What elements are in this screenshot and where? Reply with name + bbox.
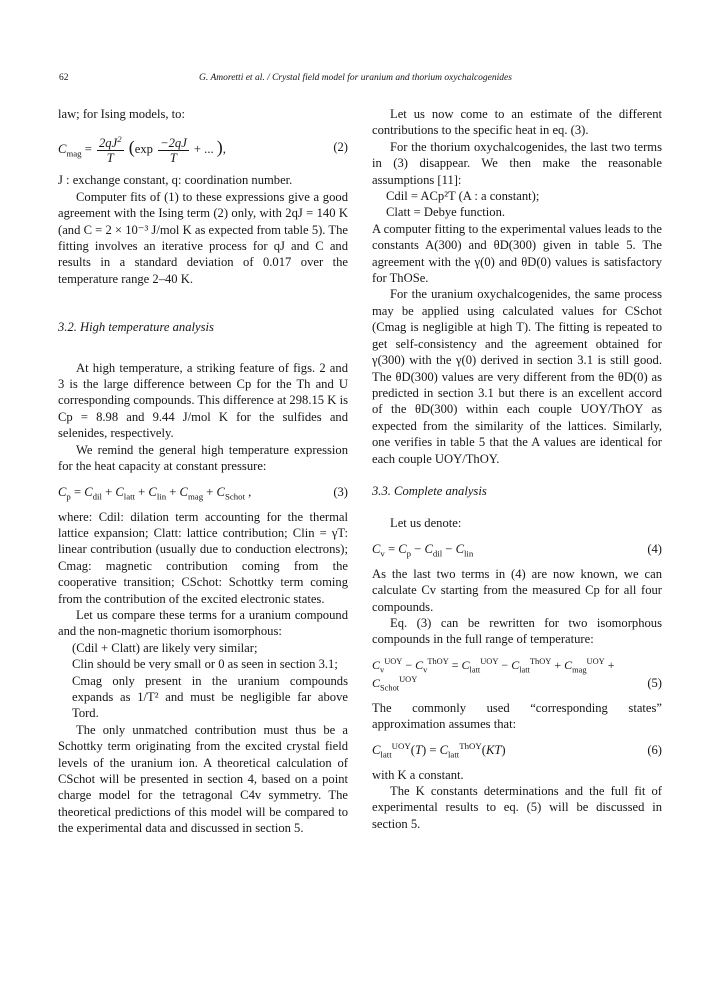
equation-4: $C_v = C_p - C_{dil} - C_{lin}$ (4) — [372, 541, 662, 559]
list-item: (Cdil + Clatt) are likely very similar; — [72, 640, 258, 655]
equation-number: (3) — [333, 484, 348, 499]
paragraph: The K constants determinations and the full fit of experimental results to eq. (5) will be discussed in section 5. — [372, 784, 662, 831]
paragraph: We remind the general high temperature expression for the heat capacity at constant pressure: — [58, 442, 348, 474]
paragraph: A computer fitting to the experimental values leads to the constants A(300) and θD(300) given in table 5. The agreement with the γ(0) and θD(0) values is satisfactory for ThOSe. — [372, 221, 662, 286]
running-header — [59, 73, 659, 89]
paragraph: law; for Ising models, to: — [58, 107, 185, 121]
section-heading: 3.2. High temperature analysis — [58, 320, 214, 335]
paragraph: At high temperature, a striking feature of figs. 2 and 3 is the large difference between Cp for the Th and U corresponding compounds. This difference at 298.15 K is Cp = 8.98 and 9.44 J/mol K for the sulfides and selenides, respectively. — [58, 360, 348, 441]
paragraph: Computer fits of (1) to these expressions give a good agreement with the Ising term (2) only, with 2qJ = 140 K (and C = 2 × 10⁻³ J/mol K as expected from table 5). The fitting involves an iterative process for qJ and C and results in a standard deviation of 0.017 over the temperature range 2–40 K. — [58, 189, 348, 286]
equation-5: $C_v^{UOY} - C_v^{ThOY} = C_{latt}^{UOY} - C_{latt}^{ThOY} + C_{mag}^{UOY} + C_{Schot}^{UOY}$ — [372, 656, 615, 693]
list-item: Clin should be very small or 0 as seen in section 3.1; — [72, 657, 338, 672]
left-column — [58, 106, 348, 837]
list-item: Cdil = ACp²T (A : a constant); — [386, 189, 540, 204]
paragraph: where: Cdil: dilation term accounting for the thermal lattice expansion; Clatt: lattice contribution; Clin = γT: linear contribution (usually due to conduction electrons); Cmag: magnetic contribution coming from the cooperative transition; CSchot: Schottky term coming from the contribution of the excited electronic states. — [58, 509, 348, 606]
equation-5-number-line — [372, 674, 662, 692]
paragraph: For the uranium oxychalcogenides, the same process may be applied using calculated values for CSchot (Cmag is negligible at high T). The fitting is repeated to get self-consistency and the agreement obtained for γ(300) with the γ(0) derived in section 3.1 is still good. The θD(300) values are very different from the θD(0) as predicted in section 3.1 but there is an excellent accord of the θD(300) within each couple UOY/ThOY as expected from the similarity of the lattices. Similarly, one verifies in table 5 that the A values are identical for each couple UOY/ThOY. — [372, 287, 662, 466]
running-head: G. Amoretti et al. / Crystal field model for uranium and thorium oxychalcogenides — [199, 73, 512, 83]
equation-number: (6) — [647, 742, 662, 757]
paragraph: Let us denote: — [390, 516, 462, 531]
equation-number: (5) — [647, 675, 662, 690]
right-column — [372, 106, 662, 832]
paragraph: Let us now come to an estimate of the different contributions to the specific heat in eq. (3). — [372, 107, 662, 138]
list-item: Clatt = Debye function. — [386, 205, 506, 220]
equation-3: $C_p = C_{dil} + C_{latt} + C_{lin} + C_{mag} + C_{Schot}$ , (3) — [58, 484, 348, 502]
page-number: 62 — [59, 73, 69, 83]
paragraph: The only unmatched contribution must thus be a Schottky term originating from the excited crystal field levels of the uranium ion. A theoretical calculation of CSchot will be presented in section 4, based on a point charge model for the tetragonal C4v symmetry. The theoretical predictions of this model will be compared to the experimental data and discussed in section 5. — [58, 722, 348, 836]
list-item: Cmag only present in the uranium compounds expands as 1/T² and must be negligible far above Tord. — [72, 673, 348, 721]
equation-number: (4) — [647, 541, 662, 556]
paragraph: The commonly used “corresponding states” approximation assumes that: — [372, 700, 662, 732]
paragraph: Eq. (3) can be rewritten for two isomorphous compounds in the full range of temperature: — [372, 615, 662, 647]
equation-6: $C_{latt}^{UOY}(T) = C_{latt}^{ThOY}(KT)$ (6) — [372, 740, 662, 760]
paragraph: J : exchange constant, q: coordination number. — [58, 173, 293, 188]
paragraph: As the last two terms in (4) are now known, we can calculate Cv starting from the measured Cp for all four compounds. — [372, 566, 662, 614]
section-heading: 3.3. Complete analysis — [372, 483, 487, 498]
paragraph: with K a constant. — [372, 767, 464, 782]
paragraph: For the thorium oxychalcogenides, the last two terms in (3) disappear. We then make the reasonable assumptions [11]: — [372, 139, 662, 187]
equation-number: (2) — [333, 140, 348, 155]
equation-2: $C_{mag}$ = $\frac{2qJ^2}{T}$ (exp $\frac{-2qJ}{T}$ + ... ), (2) — [58, 130, 348, 164]
paragraph: Let us compare these terms for a uranium compound and the non-magnetic thorium isomorphous: — [58, 607, 348, 639]
